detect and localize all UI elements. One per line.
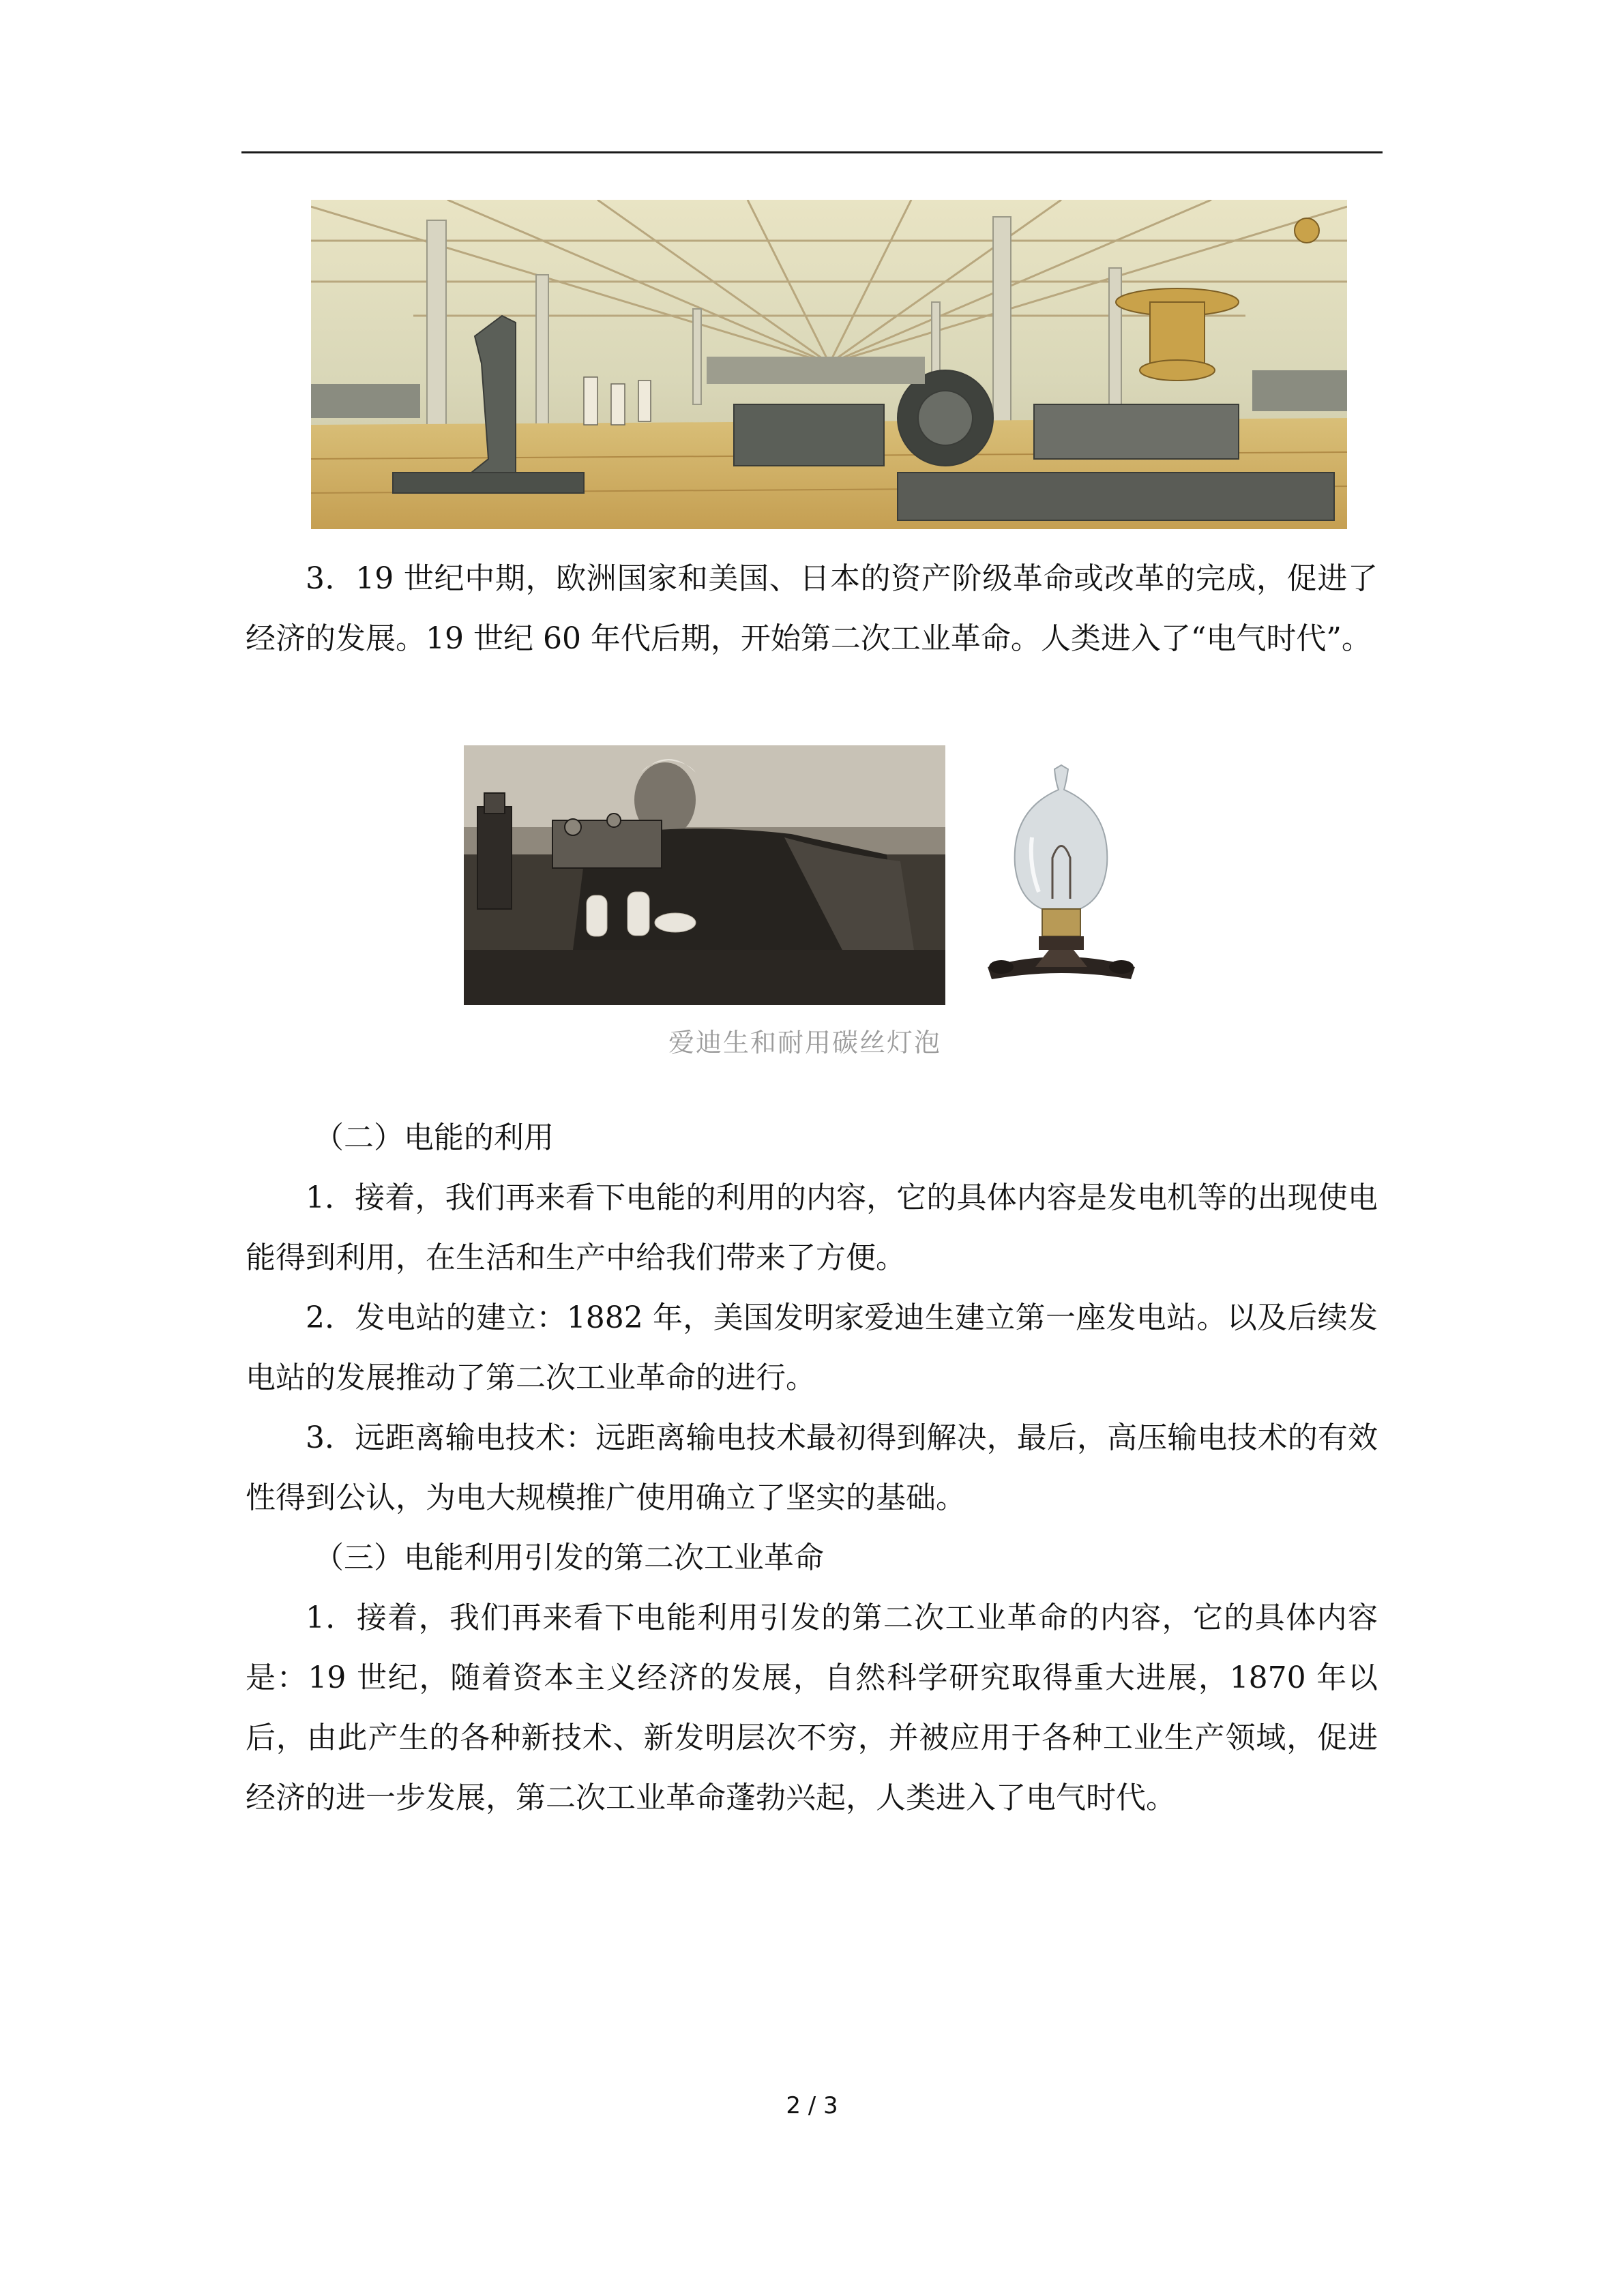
paragraph-electric-age: 3．19 世纪中期，欧洲国家和美国、日本的资产阶级革命或改革的完成，促进了经济的发展。19 世纪 60 年代后期，开始第二次工业革命。人类进入了“电气时代”。 [246,561,1378,656]
paragraph-use-1: 1．接着，我们再来看下电能的利用的内容，它的具体内容是发电机等的出现使电能得到利用，在生活和生产中给我们带来了方便。 [246,1180,1378,1275]
paragraph-use-2: 2．发电站的建立：1882 年，美国发明家爱迪生建立第一座发电站。以及后续发电站的发展推动了第二次工业革命的进行。 [246,1300,1378,1395]
carbon-filament-bulb-image [974,762,1148,994]
factory-hall-illustration [311,200,1347,529]
section-heading-revolution: （三）电能利用引发的第二次工业革命 [314,1540,824,1575]
paragraph-revolution-1: 1．接着，我们再来看下电能利用引发的第二次工业革命的内容，它的具体内容是：19 世纪，随着资本主义经济的发展，自然科学研究取得重大进展，1870 年以后，由此产生的各种新技术、新发明层次不穷，并被应用于各种工业生产领域，促进经济的进一步发展，第二次工业革命蓬勃兴起，人类进入了电气时代。 [246,1600,1378,1815]
edison-photo [464,745,945,1005]
figure-caption: 爱迪生和耐用碳丝灯泡 [668,1028,941,1058]
header-rule [241,151,1383,153]
page-number: 2 / 3 [786,2092,838,2119]
paragraph-use-3: 3．远距离输电技术：远距离输电技术最初得到解决，最后，高压输电技术的有效性得到公认，为电大规模推广使用确立了坚实的基础。 [246,1420,1378,1515]
section-heading-electric-use: （二）电能的利用 [314,1120,554,1155]
